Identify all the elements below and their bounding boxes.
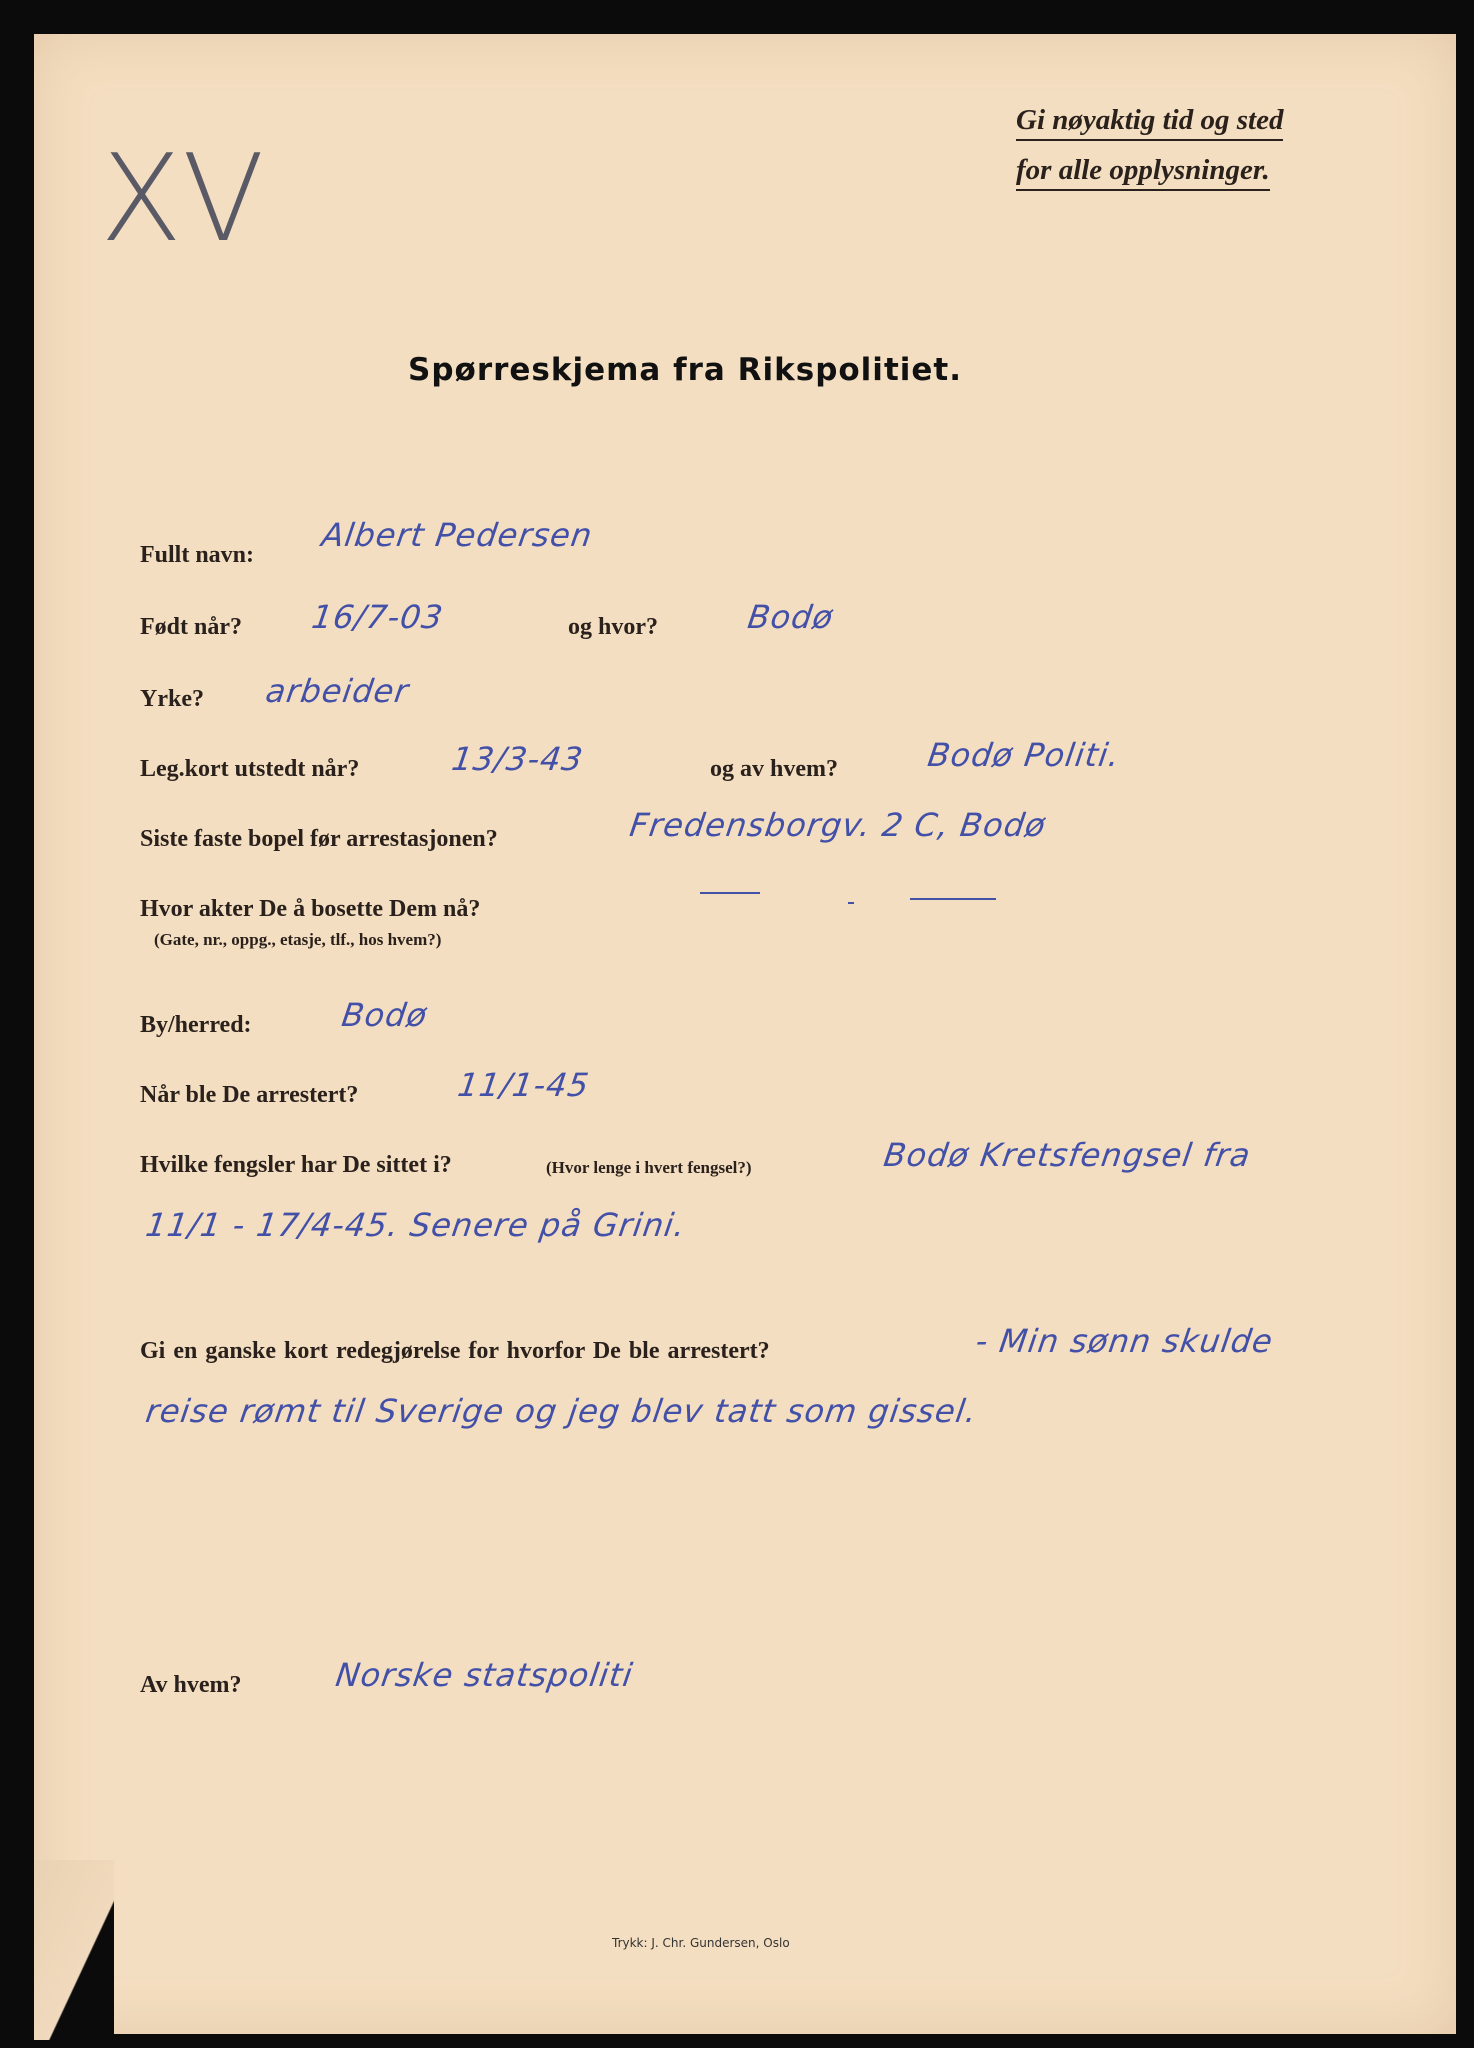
pencil-corner-mark: XV <box>100 130 265 269</box>
arrested-when-label: Når ble De arrestert? <box>140 1082 359 1108</box>
last-address-label: Siste faste bopel før arrestasjonen? <box>140 826 498 852</box>
born-where-value: Bodø <box>745 598 837 636</box>
prisons-sublabel: (Hvor lenge i hvert fengsel?) <box>546 1158 752 1177</box>
settle-dash-1 <box>700 892 760 894</box>
born-when-value: 16/7-03 <box>309 598 446 636</box>
header-notice-line1: Gi nøyaktig tid og sted <box>1016 104 1283 141</box>
id-issued-when-value: 13/3-43 <box>449 740 586 778</box>
by-whom-value: Norske statspoliti <box>333 1656 636 1694</box>
settle-label: Hvor akter De å bosette Dem nå? <box>140 896 481 922</box>
prisons-label: Hvilke fengsler har De sittet i? <box>140 1152 452 1178</box>
arrested-when-value: 11/1-45 <box>455 1066 592 1104</box>
settle-sublabel: (Gate, nr., oppg., etasje, tlf., hos hvem?) <box>154 930 442 949</box>
settle-dash-3 <box>910 898 996 900</box>
town-value: Bodø <box>339 996 431 1034</box>
id-issued-by-value: Bodø Politi. <box>925 736 1123 774</box>
reason-value-line2: reise rømt til Sverige og jeg blev tatt som gissel. <box>143 1392 980 1430</box>
reason-label: Gi en ganske kort redegjørelse for hvorfor De ble arrestert? <box>140 1338 770 1364</box>
born-when-label: Født når? <box>140 614 242 640</box>
id-issued-by-label: og av hvem? <box>710 756 838 782</box>
last-address-value: Fredensborgv. 2 C, Bodø <box>627 806 1049 844</box>
occupation-label: Yrke? <box>140 686 204 712</box>
occupation-value: arbeider <box>263 672 412 710</box>
form-title: Spørreskjema fra Rikspolitiet. <box>408 352 963 388</box>
born-where-label: og hvor? <box>568 614 658 640</box>
by-whom-label: Av hvem? <box>140 1672 242 1698</box>
prisons-value-line1: Bodø Kretsfengsel fra <box>881 1136 1254 1174</box>
town-label: By/herred: <box>140 1012 252 1038</box>
name-label: Fullt navn: <box>140 542 255 568</box>
torn-corner <box>34 1860 114 2040</box>
name-value: Albert Pedersen <box>319 516 596 554</box>
settle-dash-2 <box>848 902 854 904</box>
prisons-value-line2: 11/1 - 17/4-45. Senere på Grini. <box>143 1206 689 1244</box>
printer-footer: Trykk: J. Chr. Gundersen, Oslo <box>612 1936 790 1950</box>
id-issued-when-label: Leg.kort utstedt når? <box>140 756 360 782</box>
reason-value-line1: - Min sønn skulde <box>973 1322 1276 1360</box>
header-notice-line2: for alle opplysninger. <box>1016 154 1270 191</box>
